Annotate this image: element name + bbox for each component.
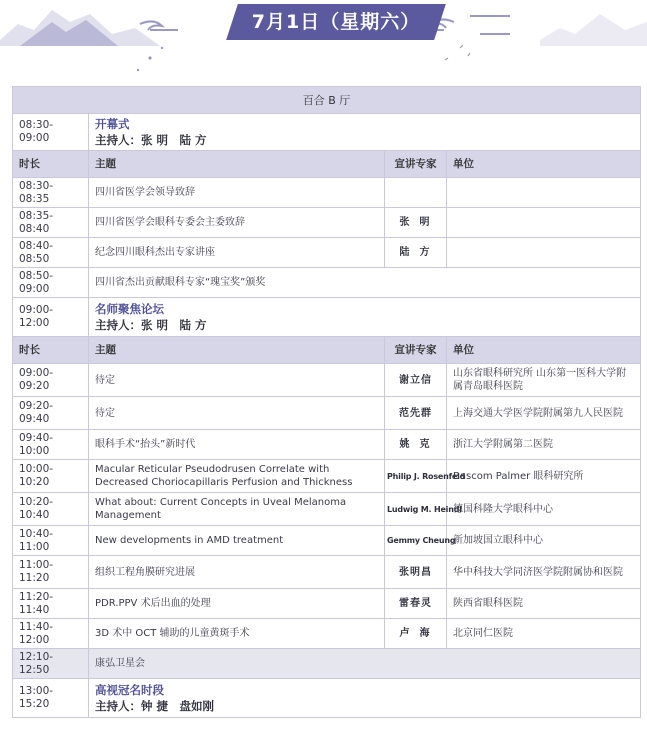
session-host: 主持人：钟 捷 盘如刚 [95, 699, 215, 713]
row-time: 10:00-10:20 [13, 460, 89, 493]
row-time: 11:40-12:00 [13, 619, 89, 649]
col-speaker: 宣讲专家 [385, 337, 447, 364]
row-speaker: 张明昌 [385, 556, 447, 589]
col-speaker: 宣讲专家 [385, 151, 447, 178]
row-unit: 浙江大学附属第二医院 [447, 430, 641, 460]
col-time: 时长 [13, 151, 89, 178]
date-title: 7月1日（星期六） [251, 11, 421, 33]
row-topic: 3D 术中 OCT 辅助的儿童黄斑手术 [89, 619, 385, 649]
row-speaker [385, 178, 447, 208]
schedule-table [12, 86, 641, 718]
row-speaker: 谢立信 [385, 364, 447, 397]
hall-name: 百合 B 厅 [13, 87, 641, 114]
session-row [13, 679, 641, 718]
table-row [13, 619, 641, 649]
row-speaker: 张明 [385, 208, 447, 238]
row-speaker: Gemmy Cheung [385, 526, 447, 556]
table-row [13, 493, 641, 526]
row-unit: 北京同仁医院 [447, 619, 641, 649]
session-title: 开幕式 [95, 117, 130, 131]
session-title: 高视冠名时段 [95, 683, 164, 697]
row-time: 09:40-10:00 [13, 430, 89, 460]
session-row [13, 114, 641, 151]
row-time: 11:00-11:20 [13, 556, 89, 589]
row-time: 10:20-10:40 [13, 493, 89, 526]
session-info [89, 114, 641, 151]
table-row [13, 268, 641, 298]
col-time: 时长 [13, 337, 89, 364]
row-topic: 待定 [89, 397, 385, 430]
row-topic: 眼科手术“抬头”新时代 [89, 430, 385, 460]
row-topic: Macular Reticular Pseudodrusen Correlate with Decreased Choriocapillaris Perfusion and Thickness [89, 460, 385, 493]
row-topic: 四川省医学会眼科专委会主委致辞 [89, 208, 385, 238]
row-unit: 德国科隆大学眼科中心 [447, 493, 641, 526]
row-topic: PDR.PPV 术后出血的处理 [89, 589, 385, 619]
row-unit [447, 238, 641, 268]
row-topic: What about: Current Concepts in Uveal Melanoma Management [89, 493, 385, 526]
break-time: 12:10-12:50 [13, 649, 89, 679]
row-topic: 纪念四川眼科杰出专家讲座 [89, 238, 385, 268]
session-title: 名师聚焦论坛 [95, 302, 164, 316]
col-topic: 主题 [89, 337, 385, 364]
session-time: 09:00-12:00 [13, 298, 89, 337]
row-unit [447, 178, 641, 208]
col-unit: 单位 [447, 151, 641, 178]
row-speaker: 雷春灵 [385, 589, 447, 619]
column-header-row [13, 337, 641, 364]
table-row [13, 589, 641, 619]
row-time: 09:20-09:40 [13, 397, 89, 430]
row-topic: 组织工程角膜研究进展 [89, 556, 385, 589]
table-row [13, 208, 641, 238]
session-info [89, 298, 641, 337]
row-unit [447, 208, 641, 238]
row-time: 08:50-09:00 [13, 268, 89, 298]
row-speaker: 卢海 [385, 619, 447, 649]
row-unit: 华中科技大学同济医学院附属协和医院 [447, 556, 641, 589]
col-unit: 单位 [447, 337, 641, 364]
table-row [13, 238, 641, 268]
table-row [13, 178, 641, 208]
table-row [13, 430, 641, 460]
row-speaker: 范先群 [385, 397, 447, 430]
row-time: 11:20-11:40 [13, 589, 89, 619]
row-unit: 新加坡国立眼科中心 [447, 526, 641, 556]
row-speaker: 陆方 [385, 238, 447, 268]
session-info [89, 679, 641, 718]
hall-row [13, 87, 641, 114]
session-time: 08:30-09:00 [13, 114, 89, 151]
row-unit: 陕西省眼科医院 [447, 589, 641, 619]
col-topic: 主题 [89, 151, 385, 178]
header-banner [0, 0, 647, 80]
table-row [13, 364, 641, 397]
session-host: 主持人：张 明 陆 方 [95, 318, 207, 332]
session-host: 主持人：张 明 陆 方 [95, 133, 207, 147]
row-topic: New developments in AMD treatment [89, 526, 385, 556]
row-unit: 上海交通大学医学院附属第九人民医院 [447, 397, 641, 430]
row-topic: 待定 [89, 364, 385, 397]
row-time: 08:35-08:40 [13, 208, 89, 238]
row-time: 09:00-09:20 [13, 364, 89, 397]
column-header-row [13, 151, 641, 178]
row-topic: 四川省杰出贡献眼科专家“瑰宝奖”颁奖 [89, 268, 641, 298]
table-row [13, 460, 641, 493]
row-speaker: Philip J. Rosenfeld [385, 460, 447, 493]
row-topic: 四川省医学会领导致辞 [89, 178, 385, 208]
table-row [13, 556, 641, 589]
session-time: 13:00-15:20 [13, 679, 89, 718]
row-time: 08:40-08:50 [13, 238, 89, 268]
session-row [13, 298, 641, 337]
row-speaker: 姚克 [385, 430, 447, 460]
break-topic: 康弘卫星会 [89, 649, 641, 679]
row-unit: Bascom Palmer 眼科研究所 [447, 460, 641, 493]
row-unit: 山东省眼科研究所 山东第一医科大学附属青岛眼科医院 [447, 364, 641, 397]
break-row [13, 649, 641, 679]
row-speaker: Ludwig M. Heindl [385, 493, 447, 526]
row-time: 08:30-08:35 [13, 178, 89, 208]
table-row [13, 526, 641, 556]
row-time: 10:40-11:00 [13, 526, 89, 556]
table-row [13, 397, 641, 430]
